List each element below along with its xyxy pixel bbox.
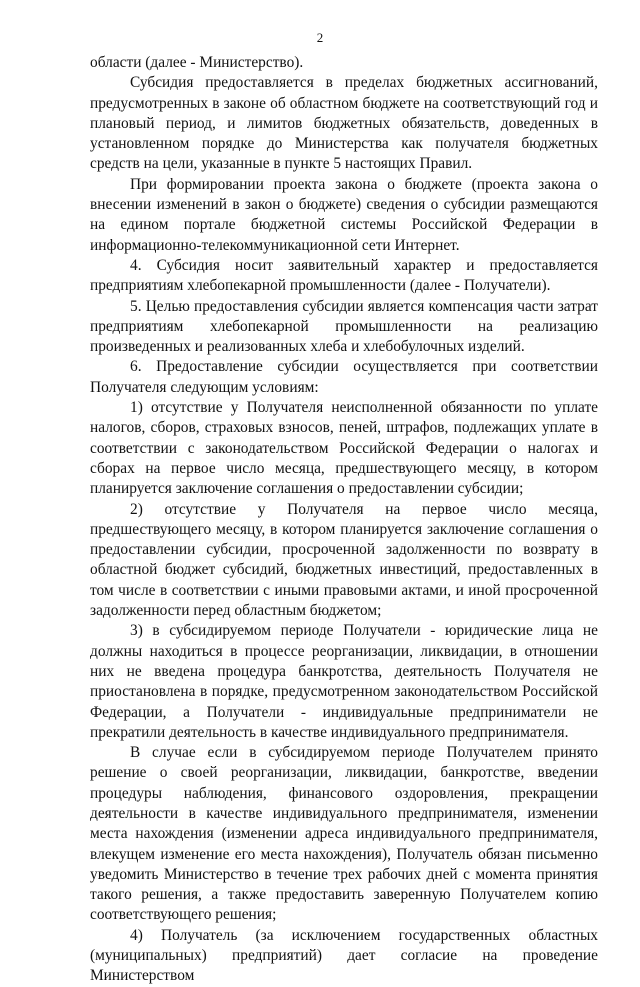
paragraph: 2) отсутствие у Получателя на первое число месяца, предшествующего месяцу, в котором планируется заключение соглашения о предоставлении субсидии, просроченной задолженности по возврату в областной бюджет субсидий, бюджетных инвестиций, предоставленных в том числе в соответствии с иными правовыми актами, и иной просроченной задолженности перед областным бюджетом;: [90, 500, 598, 620]
paragraph: 4. Субсидия носит заявительный характер и предоставляется предприятиям хлебопекарной промышленности (далее - Получатели).: [90, 256, 598, 295]
paragraph: При формировании проекта закона о бюджете (проекта закона о внесении изменений в закон о бюджете) сведения о субсидии размещаются на едином портале бюджетной системы Российской Федерации в информационно-телекоммуникационной сети Интернет.: [90, 175, 598, 254]
paragraph: 4) Получатель (за исключением государственных областных (муниципальных) предприятий) дает согласие на проведение Министерством: [90, 926, 598, 985]
paragraph: 1) отсутствие у Получателя неисполненной обязанности по уплате налогов, сборов, страховых взносов, пеней, штрафов, подлежащих уплате в соответствии с законодательством Российской Федерации о налогах и сборах на первое число месяца, предшествующего месяцу, в котором планируется заключение соглашения о предоставлении субсидии;: [90, 399, 598, 498]
paragraph: 6. Предоставление субсидии осуществляется при соответствии Получателя следующим условиям:: [90, 358, 598, 396]
paragraph: 5. Целью предоставления субсидии является компенсация части затрат предприятиям хлебопекарной промышленности на реализацию произведенных и реализованных хлеба и хлебобулочных изделий.: [90, 297, 598, 356]
paragraph: Субсидия предоставляется в пределах бюджетных ассигнований, предусмотренных в законе об областном бюджете на соответствующий год и плановый период, и лимитов бюджетных обязательств, доведенных в установленном порядке до Министерства как получателя бюджетных средств на цели, указанные в пункте 5 настоящих Правил.: [90, 74, 598, 173]
document-body: [90, 53, 598, 987]
paragraph: 3) в субсидируемом периоде Получатели - юридические лица не должны находиться в процессе реорганизации, ликвидации, в отношении них не введена процедура банкротства, деятельность Получателя не приостановлена в порядке, предусмотренном законодательством Российской Федерации, а Получатели - индивидуальные предприниматели не прекратили деятельность в качестве индивидуального предпринимателя.: [90, 622, 598, 741]
paragraph: В случае если в субсидируемом периоде Получателем принято решение о своей реорганизации, ликвидации, банкротстве, введении процедуры наблюдения, финансового оздоровления, прекращении деятельности в качестве индивидуального предпринимателя, изменении места нахождения (изменении адреса индивидуального предпринимателя, влекущем изменение его места нахождения), Получатель обязан письменно уведомить Министерство в течение трех рабочих дней с момента принятия такого решения, а также предоставить заверенную Получателем копию соответствующего решения;: [90, 744, 598, 924]
page-number: 2: [316, 30, 324, 45]
paragraph: области (далее - Министерство).: [90, 54, 304, 71]
